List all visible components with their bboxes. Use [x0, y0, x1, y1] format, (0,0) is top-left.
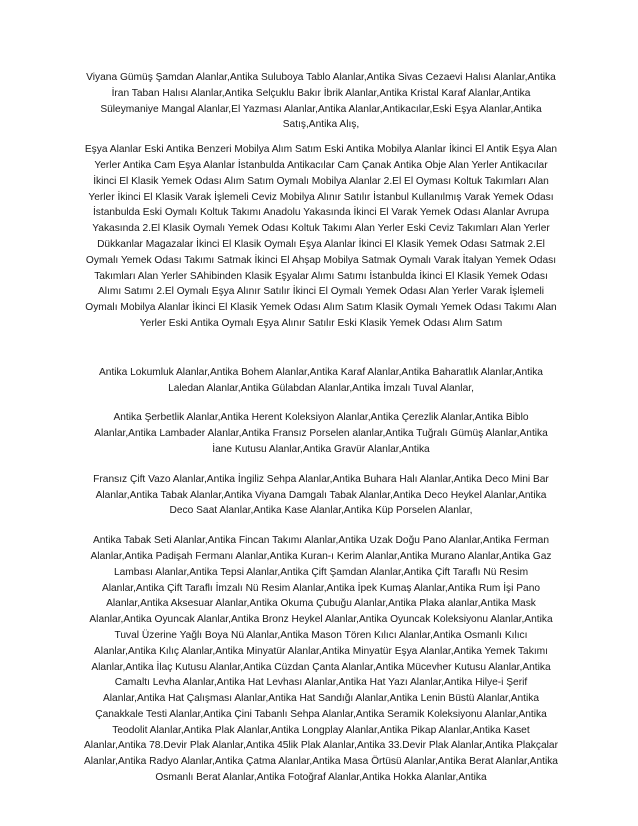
paragraph-fransiz-vazo: Fransız Çift Vazo Alanlar,Antika İngiliz Sehpa Alanlar,Antika Buhara Halı Alanlar,Antika Deco Mini Bar Alanlar,Antika Tabak Alanlar,Antika Viyana Damgalı Tabak Alanlar,Antika Deco Heykel Alanlar,Antika Deco Saat Alanlar,Antika Kase Alanlar,Antika Küp Porselen Alanlar,	[93, 473, 549, 517]
spacer	[84, 332, 558, 365]
paragraph-lokumluk: Antika Lokumluk Alanlar,Antika Bohem Alanlar,Antika Karaf Alanlar,Antika Baharatlık Alanlar,Antika Laledan Alanlar,Antika Gülabdan Alanlar,Antika İmzalı Tuval Alanlar,	[99, 366, 543, 394]
paragraph-tabak-seti: Antika Tabak Seti Alanlar,Antika Fincan Takımı Alanlar,Antika Uzak Doğu Pano Alanlar,Antika Ferman Alanlar,Antika Padişah Fermanı Alanlar,Antika Kuran-ı Kerim Alanlar,Antika Murano Alanlar,Antika Gaz Lambası Alanlar,Antika Tepsi Alanlar,Antika Çift Şamdan Alanlar,Antika Çift Taraflı Nü Resim Alanlar,Antika Çift Taraflı İmzalı Nü Resim Alanlar,Antika İpek Kumaş Alanlar,Antika Rum İşi Pano Alanlar,Antika Aksesuar Alanlar,Antika Okuma Çubuğu Alanlar,Antika Plaka alanlar,Antika Mask Alanlar,Antika Oyuncak Alanlar,Antika Bronz Heykel Alanlar,Antika Oyuncak Koleksiyonu Alanlar,Antika Tuval Üzerine Yağlı Boya Nü Alanlar,Antika Mason Tören Kılıcı Alanlar,Antika Osmanlı Kılıcı Alanlar,Antika Kılıç Alanlar,Antika Minyatür Alanlar,Antika Minyatür Eşya Alanlar,Antika Yemek Takımı Alanlar,Antika İlaç Kutusu Alanlar,Antika Cüzdan Çanta Alanlar,Antika Mücevher Kutusu Alanlar,Antika Camaltı Levha Alanlar,Antika Hat Levhası Alanlar,Antika Hat Yazı Alanlar,Antika Hilye-i Şerif Alanlar,Antika Hat Çalışması Alanlar,Antika Hat Sandığı Alanlar,Antika Lenin Büstü Alanlar,Antika Çanakkale Testi Alanlar,Antika Çini Tabanlı Sehpa Alanlar,Antika Seramik Koleksiyonu Alanlar,Antika Teodolit Alanlar,Antika Plak Alanlar,Antika Longplay Alanlar,Antika Pikap Alanlar,Antika Kaset Alanlar,Antika 78.Devir Plak Alanlar,Antika 45lik Plak Alanlar,Antika 33.Devir Plak Alanlar,Antika Plakçalar Alanlar,Antika Radyo Alanlar,Antika Çatma Alanlar,Antika Masa Örtüsü Alanlar,Antika Berat Alanlar,Antika Osmanlı Berat Alanlar,Antika Fotoğraf Alanlar,Antika Hokka Alanlar,Antika	[84, 535, 558, 784]
document-page	[84, 70, 558, 786]
paragraph-serbetlik: Antika Şerbetlik Alanlar,Antika Herent Koleksiyon Alanlar,Antika Çerezlik Alanlar,Antika Biblo Alanlar,Antika Lambader Alanlar,Antika Fransız Porselen alanlar,Antika Tuğralı Gümüş Alanlar,Antika İane Kutusu Alanlar,Antika Gravür Alanlar,Antika	[94, 412, 548, 455]
spacer	[84, 458, 558, 472]
spacer	[84, 396, 558, 410]
spacer	[84, 133, 558, 142]
paragraph-furniture: Eşya Alanlar Eski Antika Benzeri Mobilya Alım Satım Eski Antika Mobilya Alanlar İkinci El Antik Eşya Alan Yerler Antika Cam Eşya Alanlar İstanbulda Antikacılar Cam Çanak Antika Obje Alan Yerler Antikacılar İkinci El Klasik Yemek Odası Alım Satım Oymalı Mobilya Alanlar 2.El El Oyması Koltuk Takımları Alan Yerler İkinci El Klasik Varak İşlemeli Ceviz Mobilya Alınır Satılır İstanbul Kullanılmış Varak Yemek Odası İstanbulda Eski Oymalı Koltuk Takımı Anadolu Yakasında İkinci El Varak Yemek Odası Alanlar Avrupa Yakasında 2.El Klasik Oymalı Yemek Odası Koltuk Takımı Alan Yerler Eski Ceviz Takımları Alan Yerler Dükkanlar Magazalar İkinci El Klasik Oymalı Eşya Alanlar İkinci El Klasik Yemek Odası Satmak 2.El Oymalı Yemek Odası Takımı Satmak İkinci El Ahşap Mobilya Satmak Oymalı Varak İtalyan Yemek Odası Takımları Alan Yerler SAhibinden Klasik Eşyalar Alımı Satımı İstanbulda İkinci El Klasik Yemek Odası Alımı Satımı 2.El Oymalı Eşya Alınır Satılır İkinci El Oymalı Yemek Odası Alan Yerler Varak İşlemeli Oymalı Mobilya Alanlar İkinci El Klasik Yemek Odası Alım Satım Klasik Oymalı Yemek Odası Takımı Alan Yerler Eski Antika Oymalı Eşya Alınır Satılır Eski Klasik Yemek Odası Alım Satım	[84, 144, 558, 329]
spacer	[84, 519, 558, 533]
paragraph-intro: Viyana Gümüş Şamdan Alanlar,Antika Suluboya Tablo Alanlar,Antika Sivas Cezaevi Halısı Alanlar,Antika İran Taban Halısı Alanlar,Antika Selçuklu Bakır İbrik Alanlar,Antika Kristal Karaf Alanlar,Antika Süleymaniye Mangal Alanlar,El Yazması Alanlar,Antika Alanlar,Antikacılar,Eski Eşya Alanlar,Antika Satış,Antika Alış,	[86, 72, 556, 131]
